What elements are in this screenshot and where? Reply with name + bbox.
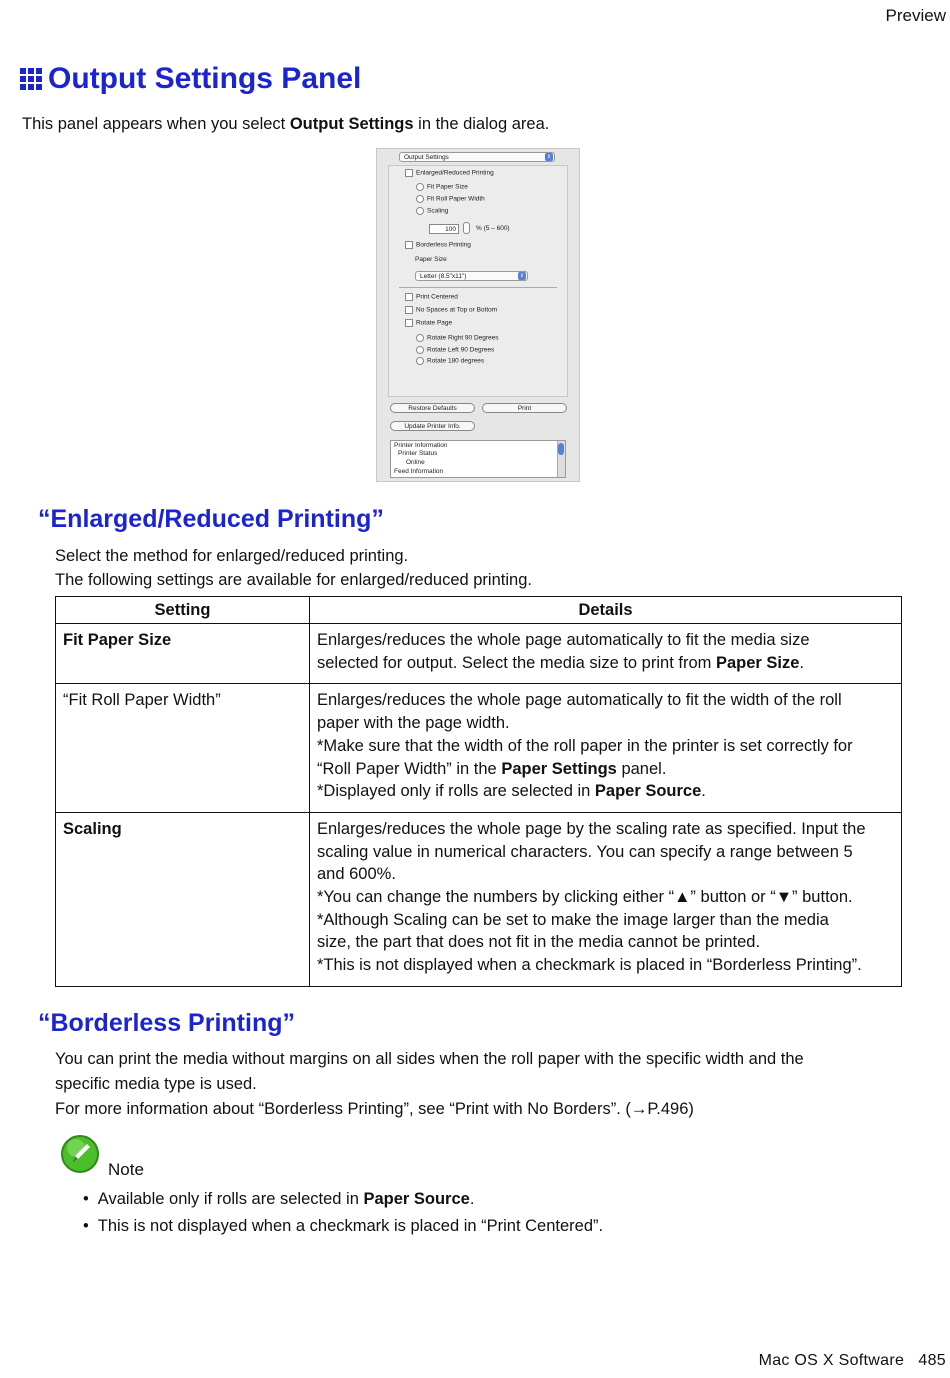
page-title-text: Output Settings Panel [48, 62, 362, 95]
list-scrollbar[interactable] [557, 441, 565, 477]
scaling-input[interactable]: 100 [429, 224, 459, 234]
note-bullet-list [83, 1186, 603, 1240]
list-item: Printer Information [394, 442, 448, 449]
divider [399, 287, 557, 288]
update-printer-info-button[interactable]: Update Printer Info. [390, 421, 475, 431]
table-row [56, 624, 902, 684]
page-title [20, 62, 361, 96]
header-label: Preview [885, 6, 946, 25]
grid-icon [20, 68, 42, 90]
paper-size-select[interactable]: Letter (8.5"x11") ⇕ [415, 271, 528, 281]
list-item: Printer Status [398, 450, 438, 457]
select-arrow-icon: ⇕ [546, 154, 552, 160]
note-pencil-icon [59, 1134, 101, 1174]
setting-cell: Scaling [56, 812, 310, 986]
section-text: specific media type is used. [55, 1075, 257, 1093]
scaling-radio[interactable]: Scaling [416, 207, 448, 215]
output-settings-dialog-image [376, 148, 580, 482]
output-settings-select[interactable]: Output Settings ⇕ [399, 152, 555, 162]
rotate-right-radio[interactable]: Rotate Right 90 Degrees [416, 334, 499, 342]
section-title-enlarged: “Enlarged/Reduced Printing” [38, 505, 384, 533]
scaling-range-label: % (5 – 600) [476, 225, 510, 232]
rotate-left-radio[interactable]: Rotate Left 90 Degrees [416, 346, 494, 354]
table-row [56, 684, 902, 813]
list-item: • This is not displayed when a checkmark is placed in “Print Centered”. [83, 1213, 603, 1240]
section-title-borderless: “Borderless Printing” [38, 1009, 295, 1037]
no-spaces-checkbox[interactable]: No Spaces at Top or Bottom [405, 306, 497, 314]
restore-defaults-button[interactable]: Restore Defaults [390, 403, 475, 413]
settings-table [55, 596, 902, 987]
scaling-stepper[interactable] [463, 222, 470, 234]
rotate-180-radio[interactable]: Rotate 180 degrees [416, 357, 484, 365]
print-button[interactable]: Print [482, 403, 567, 413]
section-text: You can print the media without margins on all sides when the roll paper with the specific width and the [55, 1050, 804, 1068]
select-arrow-icon: ⇕ [519, 273, 525, 279]
enlarged-checkbox[interactable]: Enlarged/Reduced Printing [405, 169, 494, 177]
borderless-checkbox[interactable]: Borderless Printing [405, 241, 471, 249]
section-text: For more information about “Borderless Printing”, see “Print with No Borders”. (→P.496) [55, 1100, 694, 1118]
details-cell: Enlarges/reduces the whole page by the scaling rate as specified. Input the scaling value in numerical characters. You can specify a range between 5 and 600%. *You can change the numbers by clicking either “▲” button or “▼” button. *Although Scaling can be set to make the image larger than the media size, the part that does not fit in the media cannot be printed. *This is not displayed when a checkmark is placed in “Borderless Printing”. [310, 812, 902, 986]
intro-text: This panel appears when you select Output Settings in the dialog area. [22, 115, 550, 133]
setting-cell: “Fit Roll Paper Width” [56, 684, 310, 813]
rotate-page-checkbox[interactable]: Rotate Page [405, 319, 452, 327]
details-cell: Enlarges/reduces the whole page automatically to fit the media size selected for output. Select the media size to print from Paper Size. [310, 624, 902, 684]
table-header: Setting [56, 597, 310, 624]
paper-size-label: Paper Size [415, 256, 447, 263]
list-item: • Available only if rolls are selected in Paper Source. [83, 1186, 603, 1213]
fit-roll-width-radio[interactable]: Fit Roll Paper Width [416, 195, 485, 203]
print-centered-checkbox[interactable]: Print Centered [405, 293, 458, 301]
fit-paper-size-radio[interactable]: Fit Paper Size [416, 183, 468, 191]
list-item: Feed Information [394, 468, 444, 475]
note-label: Note [108, 1160, 144, 1179]
table-header: Details [310, 597, 902, 624]
table-row [56, 812, 902, 986]
list-item: Online [406, 459, 425, 466]
section-text: The following settings are available for enlarged/reduced printing. [55, 571, 532, 589]
table-header-row [56, 597, 902, 624]
page-footer: Mac OS X Software 485 [758, 1352, 946, 1369]
setting-cell: Fit Paper Size [56, 624, 310, 684]
printer-info-list[interactable] [390, 440, 566, 478]
section-text: Select the method for enlarged/reduced printing. [55, 547, 409, 565]
details-cell: Enlarges/reduces the whole page automatically to fit the width of the roll paper with the page width. *Make sure that the width of the roll paper in the printer is set correctly for “Roll Paper Width” in the Paper Settings panel. *Displayed only if rolls are selected in Paper Source. [310, 684, 902, 813]
